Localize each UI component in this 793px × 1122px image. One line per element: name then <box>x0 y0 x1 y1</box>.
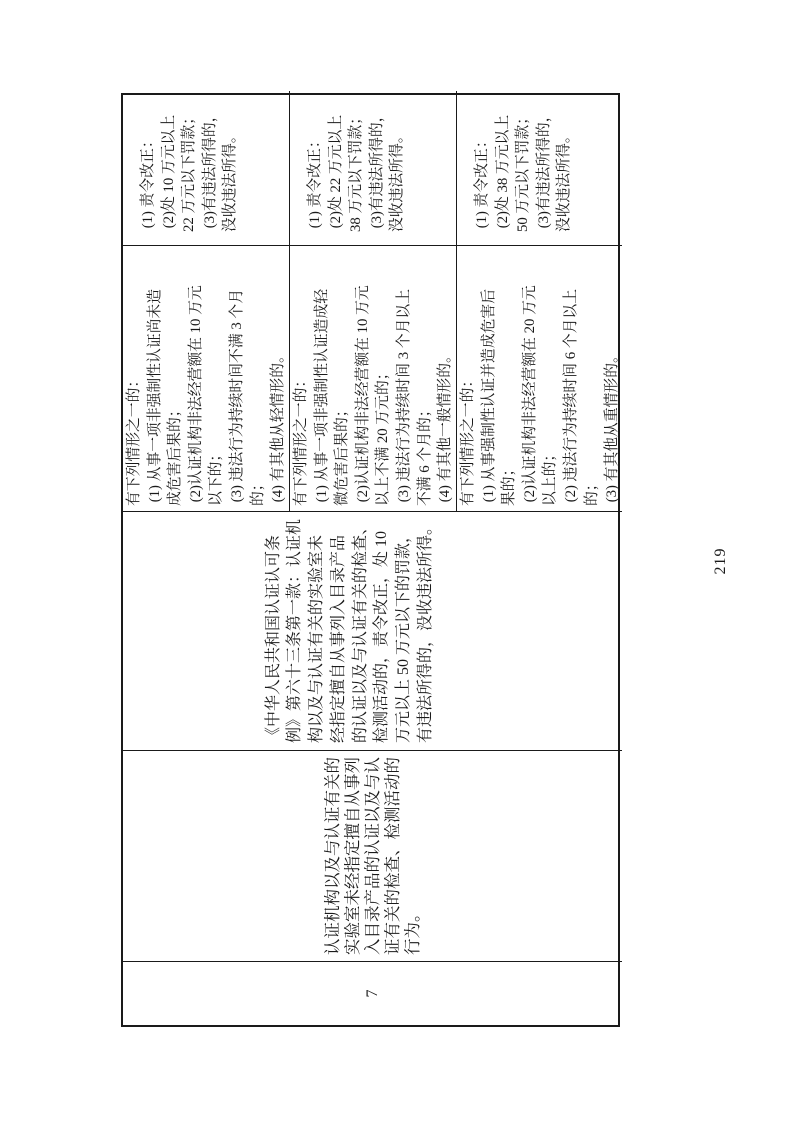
tier1-situations-cell <box>123 245 290 511</box>
violation-description-text: 认证机构以及与认证有关的 实验室未经指定擅自从事列 入目录产品的认证以及与认 证有关的检查、检测活动的 行为。 <box>322 757 422 955</box>
sequence-number-cell <box>123 961 622 1025</box>
tier2-situations-cell <box>290 245 457 511</box>
tier3-situations-text: 有下列情形之一的： (1) 从事强制性认证并造成危害后 果的； (2)认证机构非法经营额在 20 万元 以上的； (2) 违法行为持续时间 6 个月以上 的； (3) 有其他从重情形的。 <box>460 285 621 506</box>
penalty-discretion-table <box>121 93 620 1027</box>
tier1-penalty-cell <box>123 91 290 245</box>
tier2-penalty-cell <box>290 91 457 245</box>
tier2-penalty-text: (1) 责令改正： (2)处 22 万元以上 38 万元以下罚款； (3)有违法所得的， 没收违法所得。 <box>307 107 406 232</box>
tier1-situations-text: 有下列情形之一的： (1) 从事一项非强制性认证尚未造 成危害后果的； (2)认证机构非法经营额在 10 万元 以下的； (3) 违法行为持续时间不满 3 个月 的； (4) 有其他从轻情形的。 <box>126 285 287 506</box>
legal-basis-text: 《中华人民共和国认证认可条 例》第六十三条第一款：认证机 构以及与认证有关的实验室未 经指定擅自从事列入目录产品 的认证以及与认证有关的检查、 检测活动的，责令改正，处 10 万元以上 50 万元以下的罚款， 有违法所得的，没收违法所得。 <box>264 519 434 744</box>
tier1-penalty-text: (1) 责令改正： (2)处 10 万元以上 22 万元以下罚款； (3)有违法所得的， 没收违法所得。 <box>140 107 239 232</box>
violation-description-cell <box>123 750 622 961</box>
tier3-penalty-cell <box>457 91 622 245</box>
sequence-number: 7 <box>363 989 381 998</box>
tier3-situations-cell <box>457 245 622 511</box>
legal-basis-cell <box>123 511 622 750</box>
page-number: 219 <box>712 547 729 575</box>
tier3-penalty-text: (1) 责令改正： (2)处 38 万元以上 50 万元以下罚款； (3)有违法所得的， 没收违法所得。 <box>474 107 573 232</box>
tier2-situations-text: 有下列情形之一的： (1) 从事一项非强制性认证造成轻 微危害后果的； (2)认证机构非法经营额在 10 万元 以上不满 20 万元的； (3) 违法行为持续时间 3 个月以上 不满 6 个月的； (4) 有其他一般情形的。 <box>293 285 454 506</box>
